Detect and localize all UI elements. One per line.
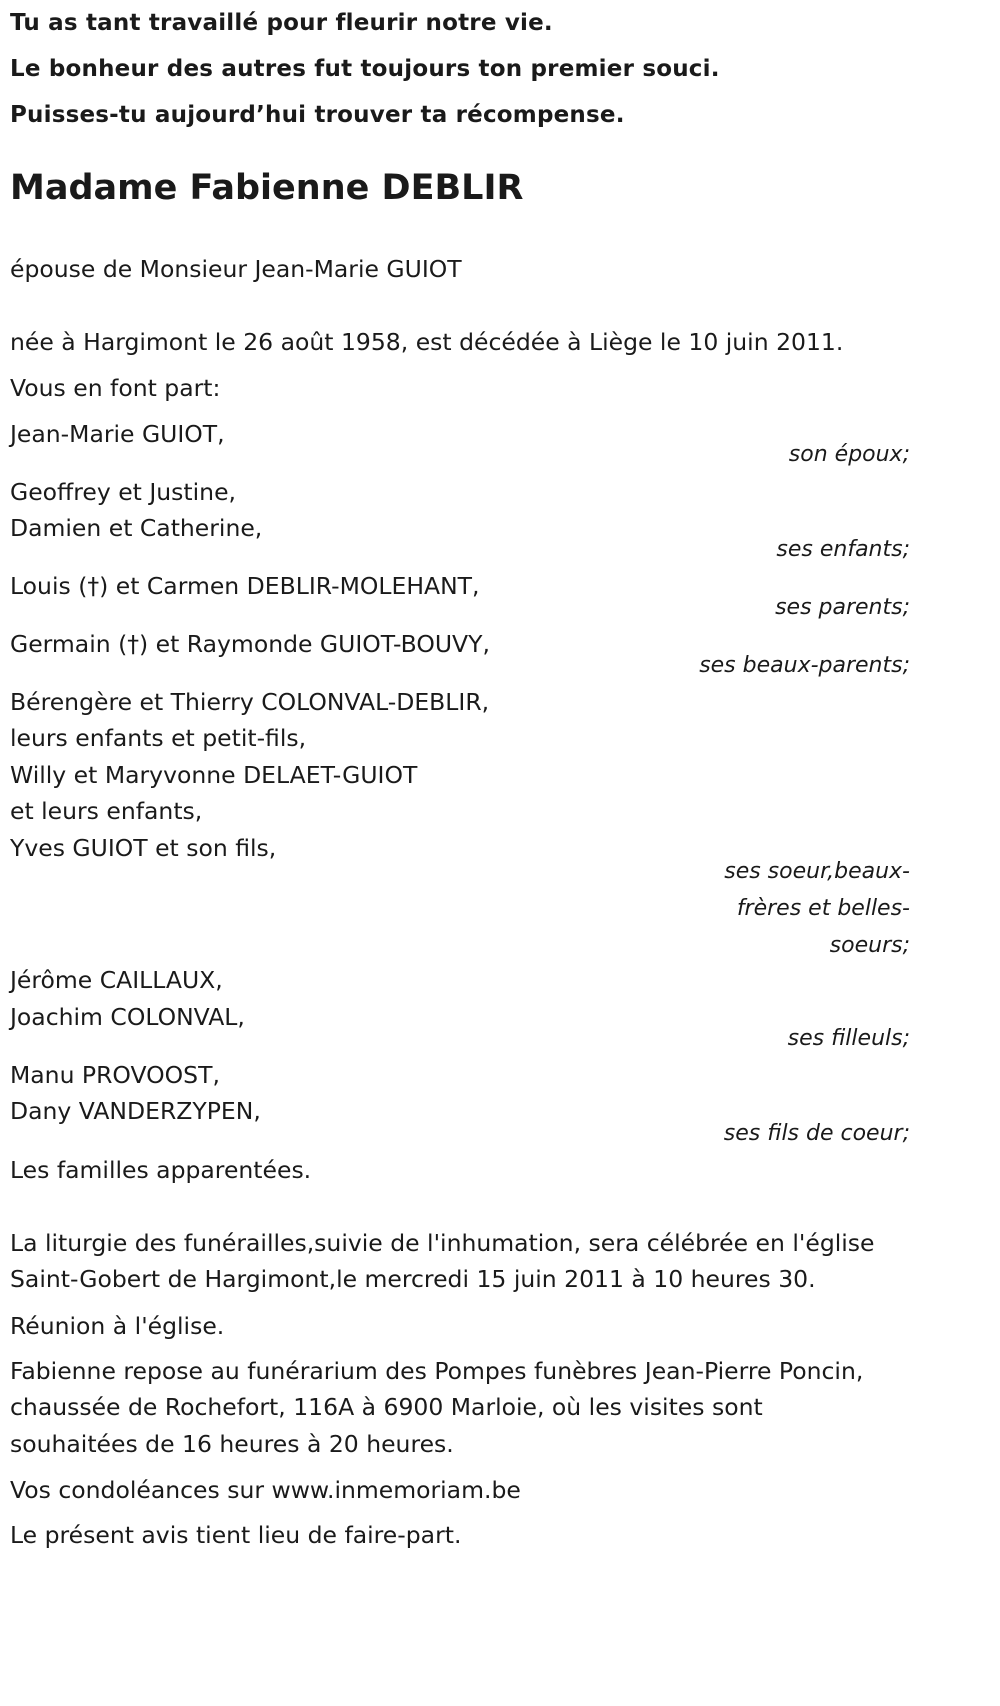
filleuls-relation: ses filleuls; [787, 1026, 910, 1051]
epigraph-line-1: Tu as tant travaillé pour fleurir notre vie. [10, 10, 553, 36]
fratrie-line-4: et leurs enfants, [10, 797, 203, 825]
epigraph-line-3: Puisses-tu aujourd’hui trouver ta récompense. [10, 102, 625, 128]
birth-death-line: née à Hargimont le 26 août 1958, est décédée à Liège le 10 juin 2011. [10, 328, 844, 356]
enfants-line-1: Geoffrey et Justine, [10, 478, 236, 506]
fratrie-line-3: Willy et Maryvonne DELAET-GUIOT [10, 761, 418, 789]
epoux-relation: son époux; [788, 442, 910, 467]
reunion-line: Réunion à l'église. [10, 1312, 225, 1340]
beaux-parents-relation: ses beaux-parents; [699, 653, 910, 678]
filleuls-line-1: Jérôme CAILLAUX, [10, 966, 223, 994]
ceremony-line-1: La liturgie des funérailles,suivie de l'inhumation, sera célébrée en l'église [10, 1229, 875, 1257]
enfants-relation: ses enfants; [776, 537, 910, 562]
funerarium-line-3: souhaitées de 16 heures à 20 heures. [10, 1430, 454, 1458]
enfants-line-2: Damien et Catherine, [10, 514, 263, 542]
fratrie-line-1: Bérengère et Thierry COLONVAL-DEBLIR, [10, 688, 490, 716]
announce-line: Vous en font part: [10, 374, 221, 402]
epigraph-line-2: Le bonheur des autres fut toujours ton premier souci. [10, 56, 720, 82]
fratrie-relation: ses soeur,beaux-frères et belles-soeurs; [724, 859, 910, 958]
fils-de-coeur-relation: ses fils de coeur; [723, 1121, 910, 1146]
faire-part-line: Le présent avis tient lieu de faire-part. [10, 1521, 462, 1549]
parents-names: Louis (†) et Carmen DEBLIR-MOLEHANT, [10, 572, 480, 600]
deceased-name-title: Madame Fabienne DEBLIR [10, 168, 524, 208]
familles-apparentees: Les familles apparentées. [10, 1156, 312, 1184]
spouse-line: épouse de Monsieur Jean-Marie GUIOT [10, 255, 462, 283]
condoleances-line: Vos condoléances sur www.inmemoriam.be [10, 1476, 521, 1504]
funerarium-line-2: chaussée de Rochefort, 116A à 6900 Marloie, où les visites sont [10, 1393, 763, 1421]
fils-de-coeur-line-1: Manu PROVOOST, [10, 1061, 220, 1089]
fils-de-coeur-line-2: Dany VANDERZYPEN, [10, 1097, 261, 1125]
fratrie-line-5: Yves GUIOT et son fils, [10, 834, 277, 862]
fratrie-line-2: leurs enfants et petit-fils, [10, 724, 307, 752]
ceremony-line-2: Saint-Gobert de Hargimont,le mercredi 15 juin 2011 à 10 heures 30. [10, 1265, 816, 1293]
parents-relation: ses parents; [775, 595, 910, 620]
funerarium-line-1: Fabienne repose au funérarium des Pompes funèbres Jean-Pierre Poncin, [10, 1357, 864, 1385]
epoux-names: Jean-Marie GUIOT, [10, 420, 225, 448]
beaux-parents-names: Germain (†) et Raymonde GUIOT-BOUVY, [10, 630, 490, 658]
filleuls-line-2: Joachim COLONVAL, [10, 1003, 245, 1031]
